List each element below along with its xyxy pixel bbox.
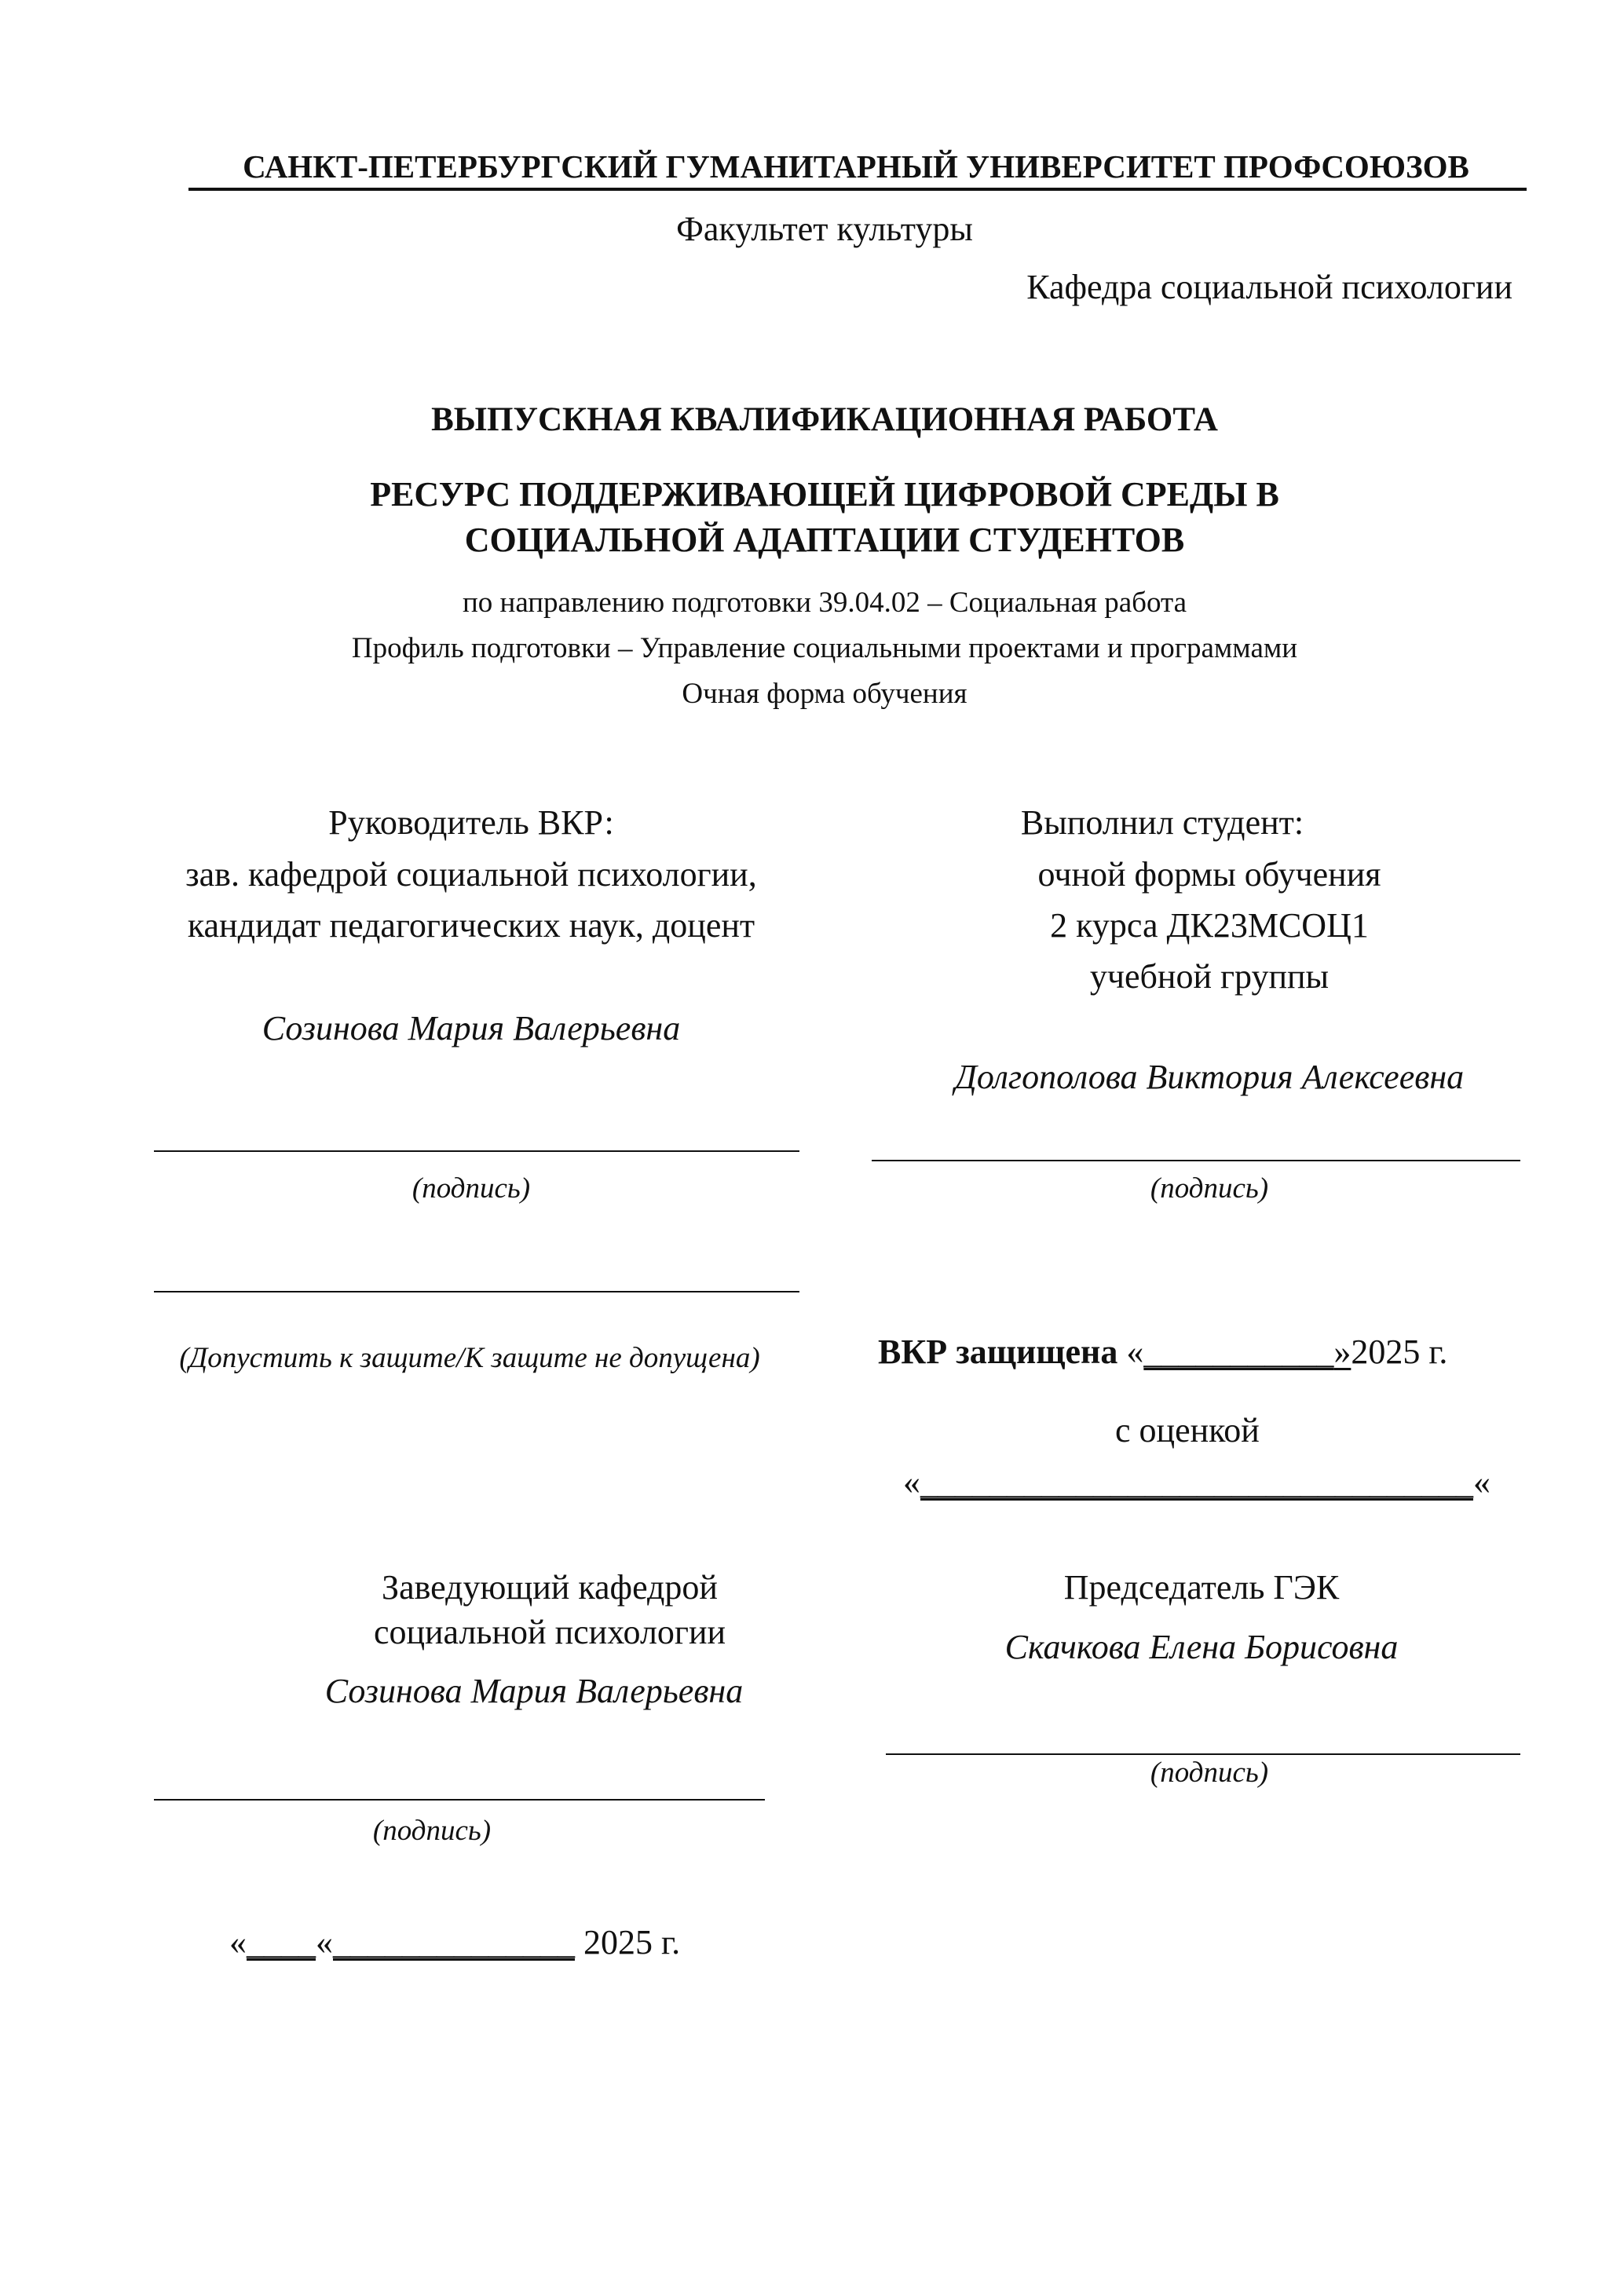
chair-name: Скачкова Елена Борисовна	[1004, 1628, 1399, 1666]
head-date-year: 2025 г.	[583, 1923, 681, 1961]
head-signature-caption: (подпись)	[372, 1815, 492, 1847]
grade-open-quote: «	[903, 1463, 920, 1501]
student-name: Долгополова Виктория Алексеевна	[954, 1058, 1465, 1096]
work-title-line-1: РЕСУРС ПОДДЕРЖИВАЮЩЕЙ ЦИФРОВОЙ СРЕДЫ В	[370, 475, 1279, 514]
supervisor-degree: кандидат педагогических наук, доцент	[187, 906, 755, 945]
head-date-line	[229, 1922, 680, 1962]
student-group: учебной группы	[1089, 957, 1330, 996]
head-signature-line	[154, 1799, 765, 1801]
supervisor-signature-line	[154, 1150, 799, 1152]
grade-blank[interactable]: ________________________________	[920, 1463, 1473, 1501]
defense-year: 2025 г.	[1351, 1333, 1448, 1371]
defense-line	[878, 1332, 1447, 1372]
grade-line	[903, 1462, 1490, 1502]
student-signature-line	[872, 1160, 1520, 1161]
head-date-day-blank[interactable]: ____	[247, 1923, 316, 1961]
supervisor-heading: Руководитель ВКР:	[328, 803, 614, 842]
study-direction: по направлению подготовки 39.04.02 – Социальная работа	[462, 587, 1187, 619]
supervisor-name: Созинова Мария Валерьевна	[262, 1009, 681, 1047]
defense-label: ВКР защищена	[878, 1333, 1118, 1371]
university-name: САНКТ-ПЕТЕРБУРГСКИЙ ГУМАНИТАРНЫЙ УНИВЕРСИТЕТ ПРОФСОЮЗОВ	[243, 148, 1469, 185]
defense-close-quote: »	[1333, 1333, 1352, 1371]
chair-signature-line	[886, 1753, 1520, 1755]
supervisor-signature-caption: (подпись)	[411, 1172, 531, 1205]
work-title-line-2: СОЦИАЛЬНОЙ АДАПТАЦИИ СТУДЕНТОВ	[464, 521, 1185, 559]
student-signature-caption: (подпись)	[1150, 1172, 1269, 1205]
grade-close-quote: «	[1473, 1463, 1490, 1501]
work-type: ВЫПУСКНАЯ КВАЛИФИКАЦИОННАЯ РАБОТА	[431, 401, 1218, 438]
study-profile: Профиль подготовки – Управление социальными проектами и программами	[351, 632, 1298, 664]
admission-caption: (Допустить к защите/К защите не допущена)	[179, 1342, 760, 1374]
head-date-mid-quote: «	[316, 1923, 333, 1961]
head-title-line-1: Заведующий кафедрой	[382, 1568, 718, 1607]
chair-signature-caption: (подпись)	[1150, 1757, 1269, 1789]
head-date-month-blank[interactable]: ______________	[333, 1923, 575, 1961]
head-title-line-2: социальной психологии	[373, 1613, 726, 1651]
defense-open-quote: «	[1126, 1333, 1144, 1371]
supervisor-position: зав. кафедрой социальной психологии,	[185, 855, 757, 894]
study-form: Очная форма обучения	[682, 678, 967, 710]
student-heading: Выполнил студент:	[1020, 803, 1304, 842]
university-underline	[188, 188, 1527, 191]
defense-day-blank[interactable]: ___________	[1143, 1333, 1334, 1371]
student-course: 2 курса ДК23МСОЦ1	[1050, 906, 1369, 945]
chair-title: Председатель ГЭК	[1063, 1568, 1340, 1607]
faculty-name: Факультет культуры	[676, 210, 973, 248]
department-name: Кафедра социальной психологии	[1026, 268, 1512, 306]
head-name: Созинова Мария Валерьевна	[324, 1672, 744, 1710]
admission-line	[154, 1291, 799, 1292]
head-date-open-quote: «	[229, 1923, 247, 1961]
student-form: очной формы обучения	[1037, 855, 1381, 894]
grade-label: с оценкой	[1115, 1411, 1260, 1450]
